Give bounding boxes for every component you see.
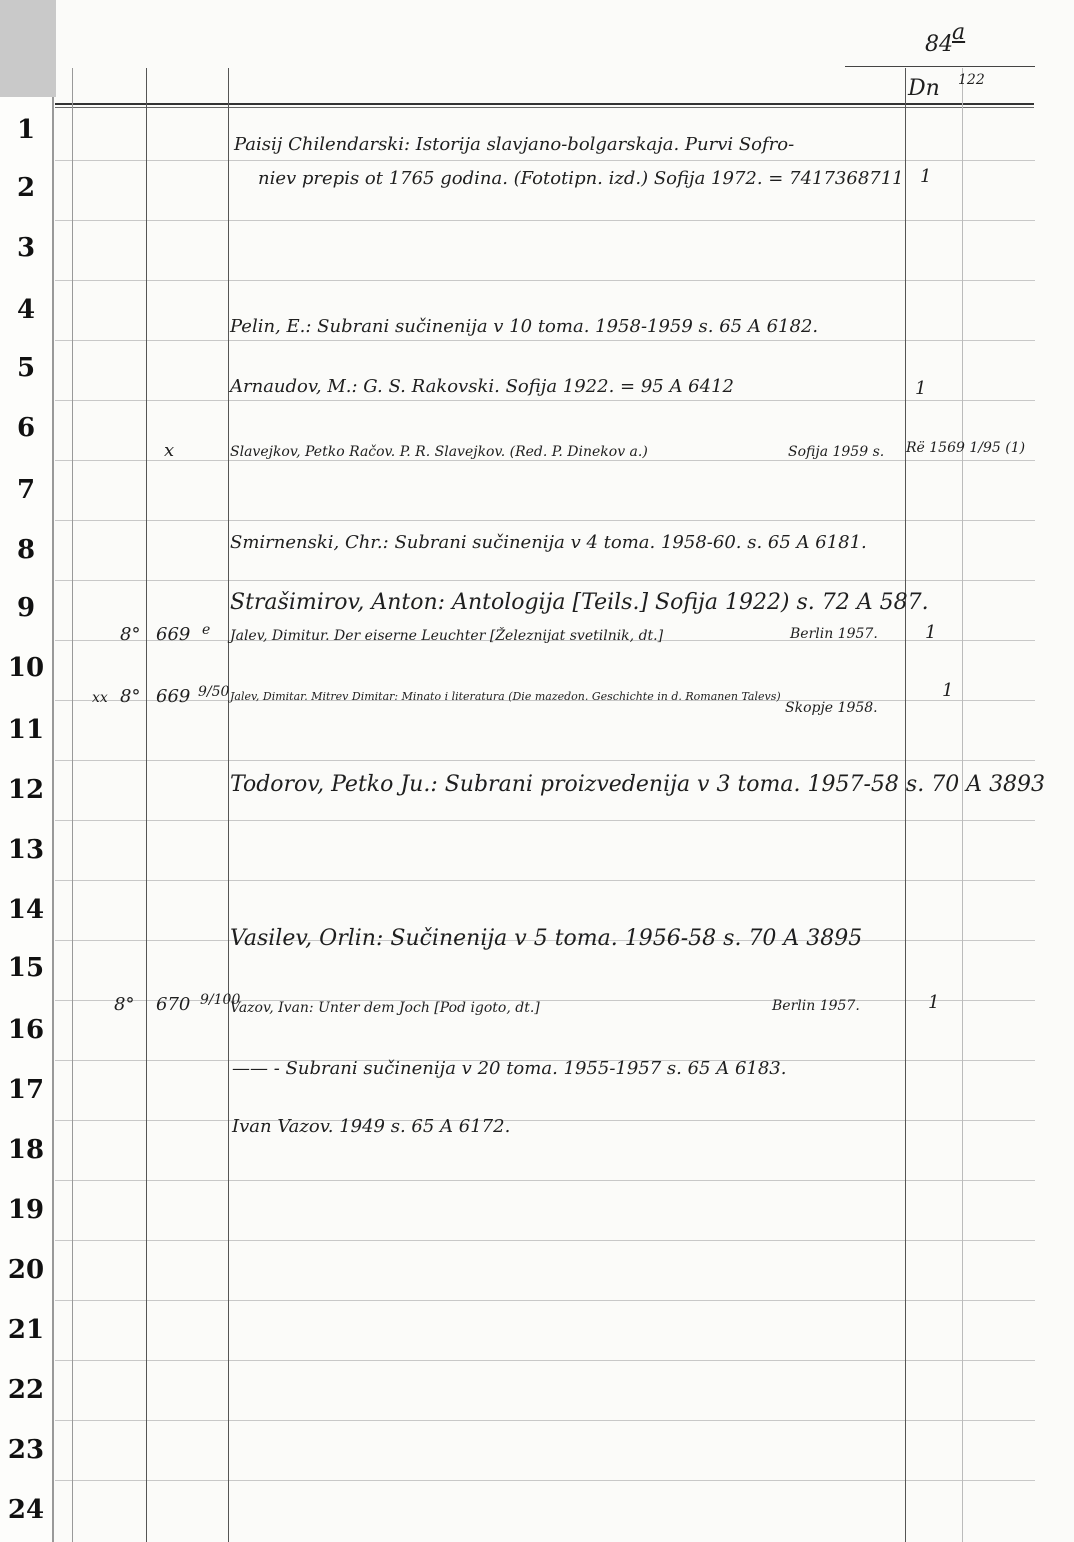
line-number: 19 <box>7 1195 45 1225</box>
entry-place: Berlin 1957. <box>772 998 860 1014</box>
line-number: 8 <box>16 535 36 565</box>
line-number: 22 <box>7 1375 45 1405</box>
entry-place: Skopje 1958. <box>785 700 878 716</box>
entry-fraction: 9/100 <box>200 992 241 1008</box>
line-number: 16 <box>7 1015 45 1045</box>
line-number: 20 <box>7 1255 45 1285</box>
entry-fraction: e <box>202 622 211 638</box>
column-rule <box>962 68 963 1542</box>
line-number: 1 <box>16 115 36 145</box>
entry-text: —— - Subrani sučinenija v 20 toma. 1955-1957 s. 65 A 6183. <box>232 1058 787 1079</box>
line-number: 21 <box>7 1315 45 1345</box>
line-number-margin <box>0 97 54 1542</box>
header-rule-short <box>845 66 1035 67</box>
line-number: 3 <box>16 233 36 263</box>
entry-text: Jalev, Dimitur. Der eiserne Leuchter [Železnijat svetilnik, dt.] <box>230 628 664 644</box>
entry-text: Arnaudov, M.: G. S. Rakovski. Sofija 1922. = 95 A 6412 <box>230 376 734 397</box>
entry-text: niev prepis ot 1765 godina. (Fototipn. izd.) Sofija 1972. = 7417368711 <box>258 168 904 189</box>
line-number: 17 <box>7 1075 45 1105</box>
entry-place: Sofija 1959 s. <box>788 444 885 460</box>
header-rule <box>55 103 1034 105</box>
line-number: 11 <box>7 715 45 745</box>
entry-count: 1 <box>915 378 927 399</box>
line-number: 7 <box>16 475 36 505</box>
entry-mark: x <box>164 440 175 461</box>
entry-count: 1 <box>920 166 932 187</box>
column-rule <box>905 68 906 1542</box>
line-number: 23 <box>7 1435 45 1465</box>
entry-count: 1 <box>925 622 937 643</box>
entry-text: Strašimirov, Anton: Antologija [Teils.] Sofija 1922) s. 72 A 587. <box>230 590 929 615</box>
entry-fraction: 9/50 <box>198 684 230 700</box>
line-number: 18 <box>7 1135 45 1165</box>
entry-number: 669 <box>156 624 191 645</box>
entry-mark: xx <box>92 690 108 706</box>
line-number: 9 <box>16 593 36 623</box>
entry-text: Smirnenski, Chr.: Subrani sučinenija v 4 toma. 1958-60. s. 65 A 6181. <box>230 532 867 553</box>
line-number: 24 <box>7 1495 45 1525</box>
line-number: 5 <box>16 353 36 383</box>
page-suffix: a <box>952 20 966 45</box>
line-number: 12 <box>7 775 45 805</box>
column-rule <box>146 68 147 1542</box>
entry-text: Vazov, Ivan: Unter dem Joch [Pod igoto, dt.] <box>230 1000 540 1016</box>
entry-text: Vasilev, Orlin: Sučinenija v 5 toma. 1956-58 s. 70 A 3895 <box>230 926 863 951</box>
line-number: 10 <box>7 653 45 683</box>
entry-count: 1 <box>928 992 940 1013</box>
line-number: 15 <box>7 953 45 983</box>
corner-tab <box>0 0 56 97</box>
header-rule-secondary <box>55 107 1034 108</box>
entry-shelf: Rë 1569 1/95 (1) <box>906 440 1026 456</box>
column-rule <box>72 68 73 1542</box>
entry-number: 670 <box>156 994 191 1015</box>
ref-mark: Dn <box>908 76 940 101</box>
page-number: 84 <box>925 32 953 57</box>
line-number: 4 <box>16 295 36 325</box>
entry-text: Jalev, Dimitar. Mitrev Dimitar: Minato i literatura (Die mazedon. Geschichte in d. Romanen Talevs) <box>230 690 781 703</box>
entry-format: 8° <box>120 624 141 645</box>
entry-place: Berlin 1957. <box>790 626 878 642</box>
ref-number: 122 <box>958 72 985 88</box>
entry-text: Paisij Chilendarski: Istorija slavjano-bolgarskaja. Purvi Sofro- <box>234 134 795 155</box>
entry-text: Ivan Vazov. 1949 s. 65 A 6172. <box>232 1116 511 1137</box>
entry-number: 669 <box>156 686 191 707</box>
entry-format: 8° <box>120 686 141 707</box>
line-number: 2 <box>16 173 36 203</box>
line-number: 13 <box>7 835 45 865</box>
entry-text: Pelin, E.: Subrani sučinenija v 10 toma. 1958-1959 s. 65 A 6182. <box>230 316 819 337</box>
entry-text: Todorov, Petko Ju.: Subrani proizvedenija v 3 toma. 1957-58 s. 70 A 3893 <box>230 772 1046 797</box>
line-number: 6 <box>16 413 36 443</box>
line-number: 14 <box>7 895 45 925</box>
entry-count: 1 <box>942 680 954 701</box>
entry-text: Slavejkov, Petko Račov. P. R. Slavejkov. (Red. P. Dinekov a.) <box>230 444 648 460</box>
entry-format: 8° <box>114 994 135 1015</box>
column-rule <box>228 68 229 1542</box>
